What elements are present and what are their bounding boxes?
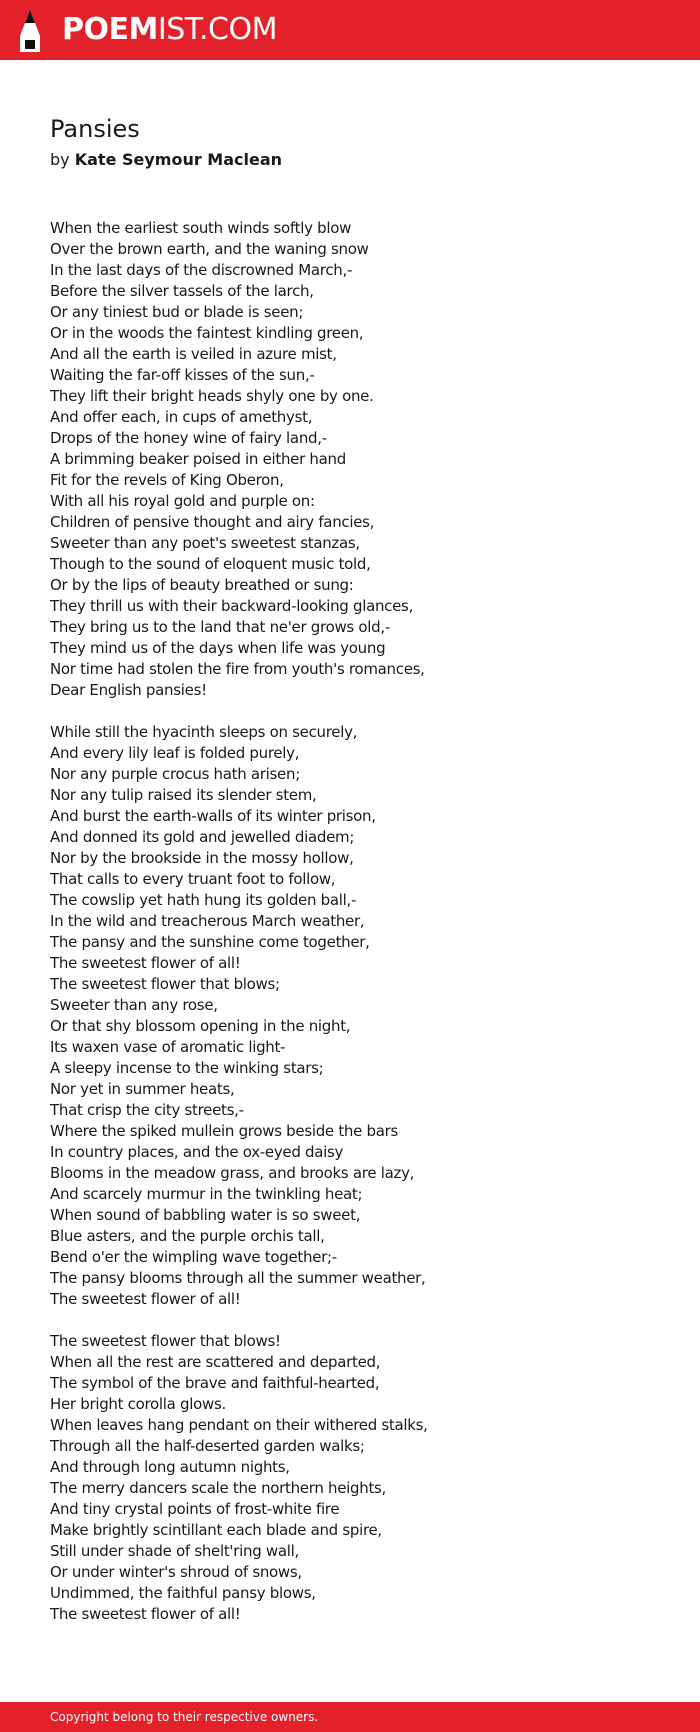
poem-heading [50,112,282,172]
poem-line: The cowslip yet hath hung its golden ball,- [50,891,357,909]
poem-line: Or under winter's shroud of snows, [50,1563,302,1581]
poem-line: The pansy blooms through all the summer weather, [50,1269,426,1287]
logo-bold-text: POEM [62,12,158,47]
poem-line: Nor any purple crocus hath arisen; [50,765,300,783]
poem-line: Through all the half-deserted garden walks; [50,1437,365,1455]
poem-line: And every lily leaf is folded purely, [50,744,300,762]
poem-line: Or any tiniest bud or blade is seen; [50,303,304,321]
poem-line: Sweeter than any rose, [50,996,218,1014]
poem-line: When sound of babbling water is so sweet, [50,1206,361,1224]
poem-line: The sweetest flower that blows! [50,1332,281,1350]
poem-line: And donned its gold and jewelled diadem; [50,828,355,846]
copyright-text: Copyright belong to their respective owners. [50,1710,319,1724]
poem-line: The pansy and the sunshine come together, [50,933,370,951]
poem-line: Drops of the honey wine of fairy land,- [50,429,327,447]
poem-line: And offer each, in cups of amethyst, [50,408,313,426]
author-name: Kate Seymour Maclean [74,150,283,169]
poem-line: Nor time had stolen the fire from youth's romances, [50,660,425,678]
poem-line: Blue asters, and the purple orchis tall, [50,1227,325,1245]
byline [50,148,282,172]
poem-line: In the last days of the discrowned March,- [50,261,353,279]
poem-line: With all his royal gold and purple on: [50,492,315,510]
poem-line: That calls to every truant foot to follow, [50,870,336,888]
poem-line: Sweeter than any poet's sweetest stanzas, [50,534,360,552]
poem-line: Nor any tulip raised its slender stem, [50,786,317,804]
poem-line: Dear English pansies! [50,681,207,699]
poem-line: While still the hyacinth sleeps on securely, [50,723,358,741]
stanza [50,1331,670,1625]
poem-line: And tiny crystal points of frost-white fire [50,1500,340,1518]
poem-line: The sweetest flower of all! [50,954,241,972]
poem-line: Or by the lips of beauty breathed or sung: [50,576,354,594]
poem-line: Nor yet in summer heats, [50,1080,235,1098]
poem-line: And scarcely murmur in the twinkling heat; [50,1185,363,1203]
poem-line: Before the silver tassels of the larch, [50,282,314,300]
poem-title: Pansies [50,115,140,143]
poem-line: They thrill us with their backward-looking glances, [50,597,414,615]
stanza [50,722,670,1310]
poem-line: They lift their bright heads shyly one by one. [50,387,374,405]
poem-line: The sweetest flower of all! [50,1290,241,1308]
poem-line: In country places, and the ox-eyed daisy [50,1143,344,1161]
poem-line: When leaves hang pendant on their withered stalks, [50,1416,428,1434]
poem-line: A sleepy incense to the winking stars; [50,1059,324,1077]
poem-line: When the earliest south winds softly blow [50,219,352,237]
byline-prefix: by [50,150,70,169]
logo-light-text: IST.COM [157,12,277,47]
poem-line: Or in the woods the faintest kindling green, [50,324,364,342]
poem-line: A brimming beaker poised in either hand [50,450,346,468]
poem-line: Undimmed, the faithful pansy blows, [50,1584,316,1602]
poem-line: When all the rest are scattered and departed, [50,1353,381,1371]
poem-line: That crisp the city streets,- [50,1101,244,1119]
poem-line: Or that shy blossom opening in the night, [50,1017,351,1035]
poem-line: And burst the earth-walls of its winter prison, [50,807,376,825]
poem-line: The merry dancers scale the northern heights, [50,1479,387,1497]
poem-line: Bend o'er the wimpling wave together;- [50,1248,337,1266]
poem-line: Its waxen vase of aromatic light- [50,1038,286,1056]
site-header [0,0,700,60]
poem-line: Over the brown earth, and the waning snow [50,240,369,258]
poem-line: The sweetest flower of all! [50,1605,241,1623]
site-logo[interactable] [62,11,277,49]
poem-line: Blooms in the meadow grass, and brooks are lazy, [50,1164,415,1182]
poem-body [50,218,670,1646]
stanza [50,218,670,701]
poem-line: Her bright corolla glows. [50,1395,226,1413]
poem-line: Though to the sound of eloquent music told, [50,555,371,573]
poem-line: Children of pensive thought and airy fancies, [50,513,375,531]
poem-line: And all the earth is veiled in azure mist, [50,345,337,363]
poem-line: Make brightly scintillant each blade and spire, [50,1521,382,1539]
poem-line: The sweetest flower that blows; [50,975,280,993]
poem-line: And through long autumn nights, [50,1458,290,1476]
poem-line: Fit for the revels of King Oberon, [50,471,284,489]
poem-line: They bring us to the land that ne'er grows old,- [50,618,390,636]
site-footer [0,1702,700,1732]
poem-line: Where the spiked mullein grows beside the bars [50,1122,399,1140]
poem-line: They mind us of the days when life was young [50,639,386,657]
poem-line: Still under shade of shelt'ring wall, [50,1542,299,1560]
poem-line: Nor by the brookside in the mossy hollow, [50,849,354,867]
pencil-icon[interactable] [18,10,42,52]
poem-line: In the wild and treacherous March weather, [50,912,365,930]
poem-line: Waiting the far-off kisses of the sun,- [50,366,315,384]
poem-line: The symbol of the brave and faithful-hearted, [50,1374,380,1392]
